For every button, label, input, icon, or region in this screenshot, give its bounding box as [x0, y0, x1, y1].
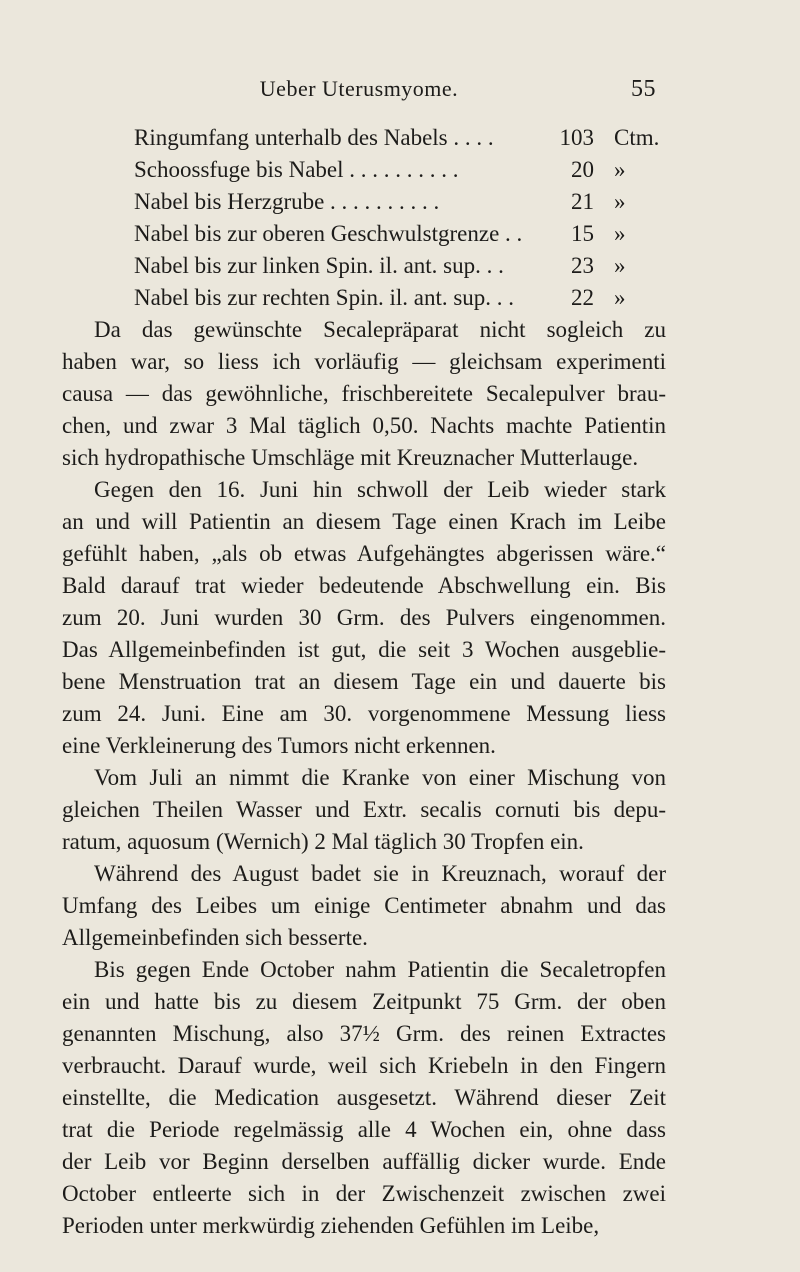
paragraph — [62, 762, 666, 858]
measurement-row — [134, 282, 662, 314]
measurement-unit: » — [614, 157, 626, 182]
text-line: Gegen den 16. Juni hin schwoll der Leib wieder stark — [94, 477, 666, 502]
measurement-label: Nabel bis zur rechten Spin. il. ant. sup. . . — [134, 285, 515, 310]
running-header — [62, 76, 656, 108]
text-line: chen, und zwar 3 Mal täglich 0,50. Nachts machte Patientin — [62, 413, 666, 438]
paragraph — [62, 314, 666, 474]
text-line: bene Menstruation trat an diesem Tage ein und dauerte bis — [62, 669, 666, 694]
text-line: trat die Periode regelmässig alle 4 Wochen ein, ohne dass — [62, 1117, 666, 1142]
text-line: Bis gegen Ende October nahm Patientin die Secaletropfen — [94, 957, 666, 982]
text-line: Das Allgemeinbefinden ist gut, die seit 3 Wochen ausgeblie- — [62, 637, 666, 662]
measurement-row — [134, 250, 662, 282]
measurement-label: Ringumfang unterhalb des Nabels . . . . — [134, 125, 494, 150]
text-line: eine Verkleinerung des Tumors nicht erkennen. — [62, 733, 496, 758]
body-text — [62, 314, 666, 1242]
measurement-unit: » — [614, 285, 626, 310]
running-title: Ueber Uterusmyome. — [259, 76, 459, 101]
measurement-row — [134, 186, 662, 218]
measurement-unit: Ctm. — [614, 125, 660, 150]
measurement-value: 15 — [571, 221, 594, 246]
text-line: gefühlt haben, „als ob etwas Aufgehängtes abgerissen wäre.“ — [62, 541, 666, 566]
text-line: October entleerte sich in der Zwischenzeit zwischen zwei — [62, 1181, 666, 1206]
measurement-label: Nabel bis zur linken Spin. il. ant. sup. . . — [134, 253, 504, 278]
text-line: verbraucht. Darauf wurde, weil sich Kriebeln in den Fingern — [62, 1053, 666, 1078]
measurement-row — [134, 154, 662, 186]
measurement-value: 23 — [571, 253, 594, 278]
text-line: einstellte, die Medication ausgesetzt. Während dieser Zeit — [62, 1085, 666, 1110]
text-line: Da das gewünschte Secalepräparat nicht sogleich zu — [94, 317, 666, 342]
measurement-value: 21 — [571, 189, 594, 214]
text-line: Vom Juli an nimmt die Kranke von einer Mischung von — [94, 765, 666, 790]
text-line: Während des August badet sie in Kreuznach, worauf der — [94, 861, 666, 886]
measurement-label: Nabel bis zur oberen Geschwulstgrenze . . — [134, 221, 523, 246]
text-line: haben war, so liess ich vorläufig — gleichsam experimenti — [62, 349, 666, 374]
text-line: an und will Patientin an diesem Tage einen Krach im Leibe — [62, 509, 666, 534]
paragraph — [62, 954, 666, 1242]
page-number: 55 — [631, 76, 656, 102]
text-line: zum 24. Juni. Eine am 30. vorgenommene Messung liess — [62, 701, 666, 726]
measurement-unit: » — [614, 253, 626, 278]
measurement-label: Nabel bis Herzgrube . . . . . . . . . . — [134, 189, 440, 214]
measurement-value: 20 — [571, 157, 594, 182]
text-line: Allgemeinbefinden sich besserte. — [62, 925, 368, 950]
text-line: causa — das gewöhnliche, frischbereitete Secalepulver brau- — [62, 381, 666, 406]
measurement-row — [134, 218, 662, 250]
text-line: zum 20. Juni wurden 30 Grm. des Pulvers eingenommen. — [62, 605, 666, 630]
measurement-list — [134, 122, 662, 314]
text-line: Perioden unter merkwürdig ziehenden Gefühlen im Leibe, — [62, 1213, 600, 1238]
text-line: Umfang des Leibes um einige Centimeter abnahm und das — [62, 893, 666, 918]
text-line: ein und hatte bis zu diesem Zeitpunkt 75 Grm. der oben — [62, 989, 666, 1014]
text-line: der Leib vor Beginn derselben auffällig dicker wurde. Ende — [62, 1149, 666, 1174]
measurement-value: 103 — [559, 125, 594, 150]
measurement-value: 22 — [571, 285, 594, 310]
paragraph — [62, 474, 666, 762]
text-line: gleichen Theilen Wasser und Extr. secalis cornuti bis depu- — [62, 797, 666, 822]
measurement-label: Schoossfuge bis Nabel . . . . . . . . . . — [134, 157, 459, 182]
text-line: genannten Mischung, also 37½ Grm. des reinen Extractes — [62, 1021, 666, 1046]
measurement-unit: » — [614, 221, 626, 246]
measurement-unit: » — [614, 189, 626, 214]
paragraph — [62, 858, 666, 954]
measurement-row — [134, 122, 662, 154]
text-line: Bald darauf trat wieder bedeutende Abschwellung ein. Bis — [62, 573, 666, 598]
text-line: ratum, aquosum (Wernich) 2 Mal täglich 30 Tropfen ein. — [62, 829, 584, 854]
text-line: sich hydropathische Umschläge mit Kreuznacher Mutterlauge. — [62, 445, 639, 470]
